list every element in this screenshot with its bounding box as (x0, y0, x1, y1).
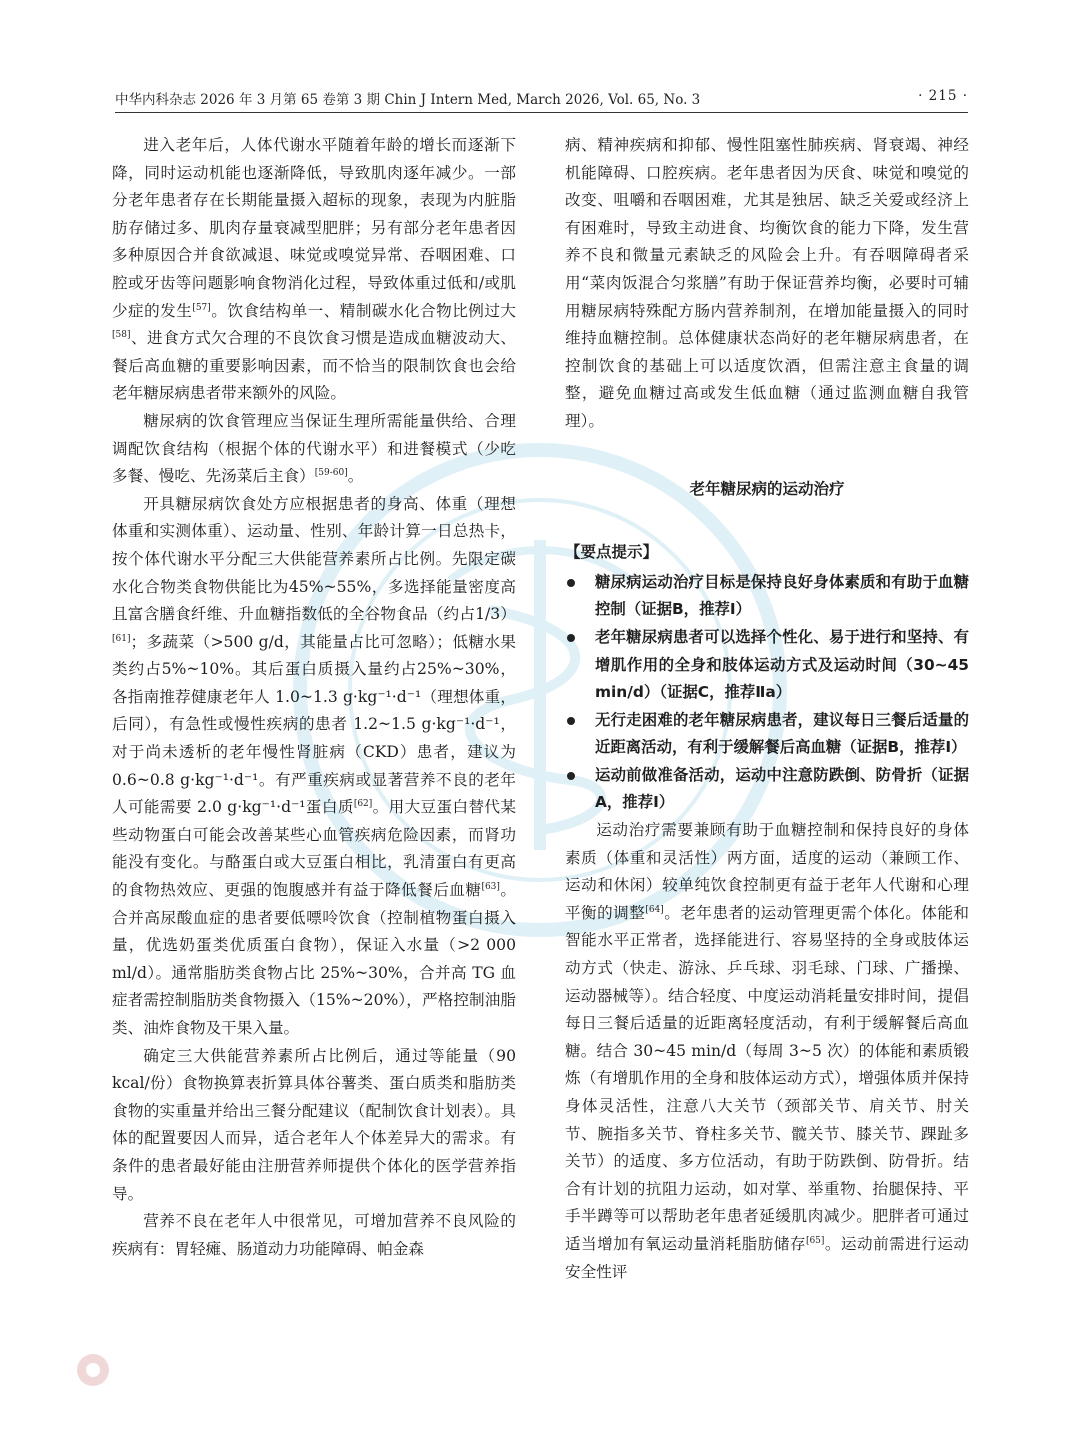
right-column (565, 132, 969, 1286)
citation-ref[interactable]: [62] (353, 799, 373, 810)
paragraph: 病、精神疾病和抑郁、慢性阻塞性肺疾病、肾衰竭、神经机能障碍、口腔疾病。老年患者因为厌食、味觉和嗅觉的改变、咀嚼和吞咽困难，尤其是独居、缺乏关爱或经济上有困难时，导致主动进食、均衡饮食的能力下降，发生营养不良和微量元素缺乏的风险会上升。有吞咽障碍者采用“菜肉饭混合匀浆膳”有助于保证营养均衡，必要时可辅用糖尿病特殊配方肠内营养制剂，在增加能量摄入的同时维持血糖控制。总体健康状态尚好的老年糖尿病患者，在控制饮食的基础上可以适度饮酒，但需注意主食量的调整，避免血糖过高或发生低血糖（通过监测血糖自我管理）。 (565, 136, 969, 430)
citation-ref[interactable]: [58] (112, 329, 131, 340)
citation-ref[interactable]: [65] (805, 1235, 825, 1246)
key-point-item: 糖尿病运动治疗目标是保持良好身体素质和有助于血糖控制（证据B，推荐Ⅰ） (565, 569, 969, 624)
citation-ref[interactable]: [59-60] (314, 467, 348, 478)
citation-ref[interactable]: [64] (645, 904, 664, 915)
paragraph: 确定三大供能营养素所占比例后，通过等能量（90 kcal/份）食物换算表折算具体谷薯类、蛋白质类和脂肪类食物的实重量并给出三餐分配建议（配制饮食计划表）。具体的配置要因人而异，适合老年人个体差异大的需求。有条件的患者最好能由注册营养师提供个体化的医学营养指导。 (112, 1046, 516, 1203)
bullet-dot-icon (567, 772, 575, 780)
citation-ref[interactable]: [57] (192, 302, 211, 313)
publisher-mark (75, 1348, 495, 1394)
key-point-item: 老年糖尿病患者可以选择个性化、易于进行和坚持、有增肌作用的全身和肢体运动方式及运动时间（30~45 min/d）（证据C，推荐Ⅱa） (565, 624, 969, 707)
paragraph: 糖尿病的饮食管理应当保证生理所需能量供给、合理调配饮食结构（根据个体的代谢水平）和进餐模式（少吃多餐、慢吃、先汤菜后主食）[59-60]。 (112, 411, 516, 486)
key-points-list (565, 569, 969, 817)
key-point-item: 运动前做准备活动，运动中注意防跌倒、防骨折（证据A，推荐Ⅰ） (565, 762, 969, 817)
publisher-seal-icon (75, 1352, 111, 1388)
journal-citation: 中华内科杂志 2026 年 3 月第 65 卷第 3 期 Chin J Intern Med, March 2026, Vol. 65, No. 3 (115, 92, 701, 108)
bullet-dot-icon (567, 579, 575, 587)
section-heading: 老年糖尿病的运动治疗 (689, 479, 845, 498)
left-column (112, 132, 516, 1263)
paragraph: 营养不良在老年人中很常见，可增加营养不良风险的疾病有：胃轻瘫、肠道动力功能障碍、帕金森 (112, 1212, 516, 1258)
page-number: · 215 · (918, 88, 968, 104)
citation-ref[interactable]: [63] (481, 881, 500, 892)
bullet-dot-icon (567, 634, 575, 642)
paragraph: 运动治疗需要兼顾有助于血糖控制和保持良好的身体素质（体重和灵活性）两方面，适度的运动（兼顾工作、运动和休闲）较单纯饮食控制更有益于老年人代谢和心理平衡的调整[64]。老年患者的运动管理更需个体化。体能和智能水平正常者，选择能进行、容易坚持的全身或肢体运动方式（快走、游泳、乒乓球、羽毛球、门球、广播操、运动器械等）。结合轻度、中度运动消耗量安排时间，提倡每日三餐后适量的近距离轻度活动，有利于缓解餐后高血糖。结合 30~45 min/d（每周 3~5 次）的体能和素质锻炼（有增肌作用的全身和肢体运动方式），增强体质并保持身体灵活性，注意八大关节（颈部关节、肩关节、肘关节、腕指多关节、脊柱多关节、髋关节、膝关节、踝趾多关节）的适度、多方位活动，有助于防跌倒、防骨折。结合有计划的抗阻力运动，如对掌、举重物、抬腿保持、平手半蹲等可以帮助老年患者延缓肌肉减少。肥胖者可通过适当增加有氧运动量消耗脂肪储存[65]。运动前需进行运动安全性评 (565, 821, 969, 1281)
citation-ref[interactable]: [61] (112, 633, 131, 644)
running-header (115, 86, 968, 113)
key-point-item: 无行走困难的老年糖尿病患者，建议每日三餐后适量的近距离活动，有利于缓解餐后高血糖（证据B，推荐Ⅰ） (565, 707, 969, 762)
paragraph: 进入老年后，人体代谢水平随着年龄的增长而逐渐下降，同时运动机能也逐渐降低，导致肌肉逐年减少。一部分老年患者存在长期能量摄入超标的现象，表现为内脏脂肪存储过多、肌肉存量衰减型肥胖；另有部分老年患者因多种原因合并食欲减退、味觉或嗅觉异常、吞咽困难、口腔或牙齿等问题影响食物消化过程，导致体重过低和/或肌少症的发生[57]。饮食结构单一、精制碳水化合物比例过大[58]、进食方式欠合理的不良饮食习惯是造成血糖波动大、餐后高血糖的重要影响因素，而不恰当的限制饮食也会给老年糖尿病患者带来额外的风险。 (112, 136, 516, 403)
paragraph: 开具糖尿病饮食处方应根据患者的身高、体重（理想体重和实测体重）、运动量、性别、年龄计算一日总热卡，按个体代谢水平分配三大供能营养素所占比例。先限定碳水化合物类食物供能比为45%~55%，多选择能量密度高且富含膳食纤维、升血糖指数低的全谷物食品（约占1/3）[61]；多蔬菜（>500 g/d，其能量占比可忽略）；低糖水果类约占5%~10%。其后蛋白质摄入量约占25%~30%，各指南推荐健康老年人 1.0~1.3 g·kg⁻¹·d⁻¹（理想体重，后同），有急性或慢性疾病的患者 1.2~1.5 g·kg⁻¹·d⁻¹，对于尚未透析的老年慢性肾脏病（CKD）患者，建议为 0.6~0.8 g·kg⁻¹·d⁻¹。有严重疾病或显著营养不良的老年人可能需要 2.0 g·kg⁻¹·d⁻¹蛋白质[62]。用大豆蛋白替代某些动物蛋白可能会改善某些心血管疾病危险因素，而肾功能没有变化。与酪蛋白或大豆蛋白相比，乳清蛋白有更高的食物热效应、更强的饱腹感并有益于降低餐后血糖[63]。合并高尿酸血症的患者要低嘌呤饮食（控制植物蛋白摄入量，优选奶蛋类优质蛋白食物），保证入水量（>2 000 ml/d）。通常脂肪类食物占比 25%~30%，合并高 TG 血症者需控制脂肪类食物摄入（15%~20%），严格控制油脂类、油炸食物及干果入量。 (112, 494, 516, 1037)
key-points-title: 【要点提示】 (565, 543, 659, 562)
bullet-dot-icon (567, 717, 575, 725)
